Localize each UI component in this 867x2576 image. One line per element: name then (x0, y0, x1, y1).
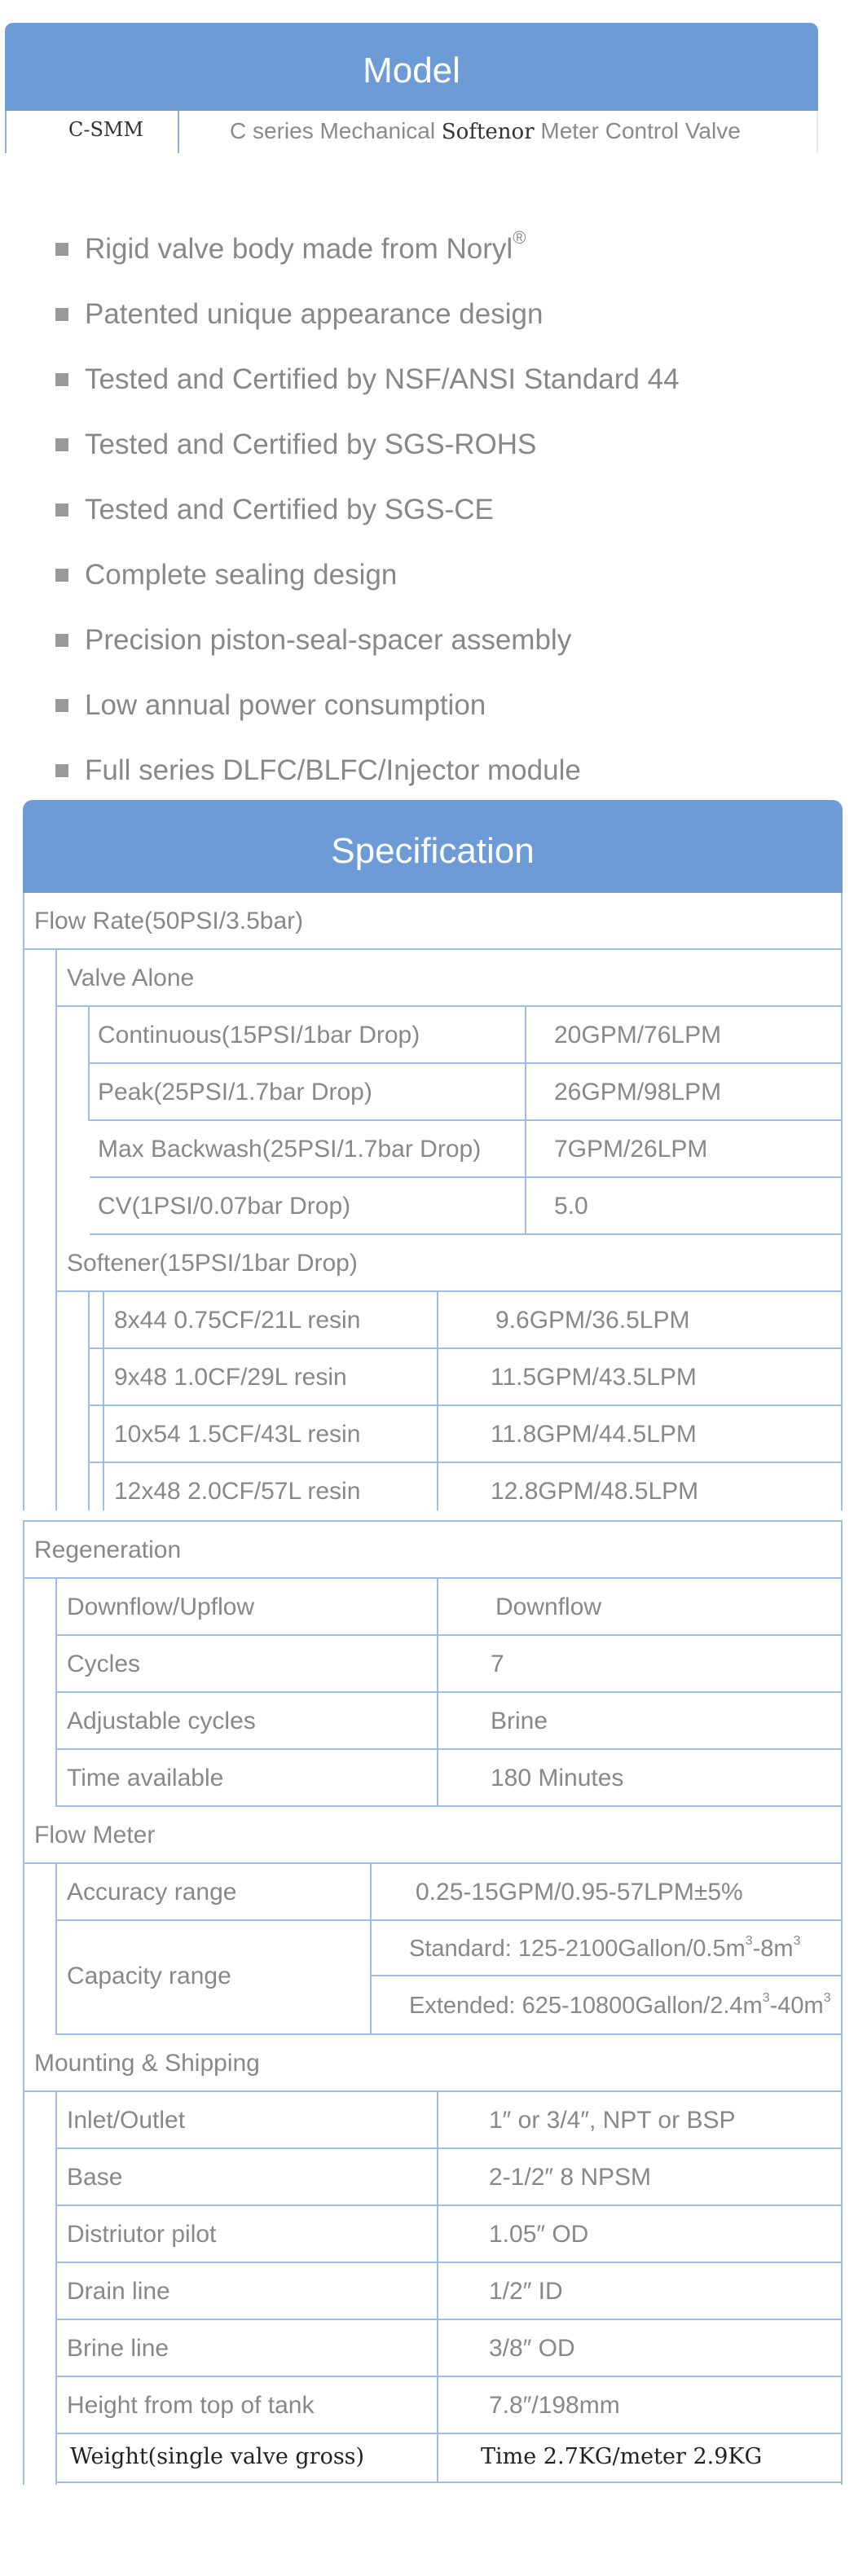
table-row (90, 1463, 841, 1510)
feature-text: Patented unique appearance design (85, 298, 544, 330)
feature-text: Low annual power consumption (85, 689, 486, 721)
subsection-valve-alone (57, 950, 841, 1007)
feature-text: Tested and Certified by NSF/ANSI Standard 44 (85, 363, 680, 395)
row-value: 3/8″ OD (437, 2320, 575, 2376)
row-key: Continuous(15PSI/1bar Drop) (98, 1022, 420, 1048)
bullet-square-icon (55, 634, 68, 647)
row-key: 12x48 2.0CF/57L resin (103, 1463, 360, 1510)
feature-text: Complete sealing design (85, 559, 398, 591)
row-value: Brine (437, 1693, 548, 1748)
bullet-square-icon (55, 569, 68, 582)
unit-sup: 3 (762, 1991, 770, 2005)
feature-text: Tested and Certified by SGS-CE (85, 494, 494, 525)
table-row (90, 1406, 841, 1463)
section-header-mounting (24, 2035, 841, 2092)
subsection-label: Softener(15PSI/1bar Drop) (67, 1250, 358, 1277)
row-key: CV(1PSI/0.07bar Drop) (98, 1193, 351, 1220)
section-header-regeneration (24, 1522, 841, 1579)
row-value: 11.8GPM/44.5LPM (437, 1406, 697, 1462)
row-value: 12.8GPM/48.5LPM (437, 1463, 698, 1510)
row-value: 26GPM/98LPM (525, 1064, 721, 1119)
row-key: Peak(25PSI/1.7bar Drop) (98, 1079, 372, 1106)
capacity-extended (372, 1978, 843, 2033)
section-header-flow-meter (24, 1807, 841, 1864)
row-value: 20GPM/76LPM (525, 1007, 721, 1062)
feature-item (55, 738, 838, 803)
row-value: 180 Minutes (437, 1750, 623, 1805)
capacity-text: Standard: 125-2100Gallon/0.5m (409, 1936, 746, 1962)
row-value: Downflow (437, 1579, 601, 1634)
table-row-weight (57, 2434, 841, 2483)
model-title: Model (5, 23, 818, 111)
model-desc-part: Softenor (441, 120, 535, 144)
row-key: Cycles (67, 1651, 141, 1677)
feature-item (55, 673, 838, 738)
feature-item (55, 608, 838, 673)
row-key: 9x48 1.0CF/29L resin (103, 1349, 347, 1404)
unit-sup: 3 (793, 1934, 801, 1948)
table-row (57, 1750, 841, 1807)
table-row (57, 2320, 841, 2377)
row-value: 1″ or 3/4″, NPT or BSP (437, 2092, 735, 2147)
capacity-standard (372, 1921, 843, 1976)
section-label: Flow Rate(50PSI/3.5bar) (34, 908, 304, 934)
row-key: Base (67, 2164, 123, 2191)
row-key: Accuracy range (67, 1879, 237, 1906)
row-key: 10x54 1.5CF/43L resin (103, 1406, 360, 1462)
table-row (90, 1178, 841, 1235)
capacity-values (370, 1921, 841, 2033)
table-row (57, 1864, 841, 1921)
row-value: 5.0 (525, 1178, 588, 1233)
section-gap (23, 1510, 843, 1520)
indent-line (55, 950, 57, 1510)
row-key: Height from top of tank (67, 2392, 315, 2419)
row-value: 2-1/2″ 8 NPSM (437, 2149, 651, 2205)
spec-grid (23, 893, 843, 2576)
table-row (90, 1121, 841, 1178)
row-key: Capacity range (67, 1963, 231, 1989)
specification-table (23, 800, 843, 2576)
model-row (5, 111, 818, 153)
row-value: Time 2.7KG/meter 2.9KG (437, 2434, 762, 2481)
row-value: 9.6GPM/36.5LPM (437, 1292, 689, 1347)
unit-sup: 3 (745, 1934, 753, 1948)
section-header-flow-rate (24, 893, 841, 950)
unit-sup: 3 (823, 1991, 831, 2005)
registered-mark: ® (513, 227, 526, 248)
bullet-square-icon (55, 438, 68, 451)
capacity-text: Extended: 625-10800Gallon/2.4m (409, 1993, 763, 2019)
row-key: Downflow/Upflow (67, 1594, 255, 1620)
row-key: Brine line (67, 2335, 169, 2362)
bullet-square-icon (55, 308, 68, 321)
bullet-square-icon (55, 373, 68, 386)
capacity-text: -40m (769, 1993, 824, 2019)
bullet-square-icon (55, 699, 68, 712)
table-row (57, 2206, 841, 2263)
feature-text: Full series DLFC/BLFC/Injector module (85, 754, 581, 786)
row-key: Max Backwash(25PSI/1.7bar Drop) (98, 1136, 482, 1163)
feature-list (55, 217, 838, 803)
row-key: 8x44 0.75CF/21L resin (103, 1292, 360, 1347)
row-key: Inlet/Outlet (67, 2107, 186, 2134)
feature-item (55, 477, 838, 543)
model-description (230, 111, 741, 153)
table-row (57, 2263, 841, 2320)
feature-item (55, 347, 838, 412)
table-row (57, 2092, 841, 2149)
row-key: Distriutor pilot (67, 2221, 217, 2248)
bullet-square-icon (55, 243, 68, 256)
row-key: Time available (67, 1765, 224, 1791)
model-divider (178, 111, 179, 153)
table-row (57, 1921, 841, 2035)
row-value: 0.25-15GPM/0.95-57LPM±5% (370, 1864, 743, 1919)
row-key: Weight(single valve gross) (70, 2444, 365, 2469)
table-end-space (23, 2485, 843, 2576)
bullet-square-icon (55, 764, 68, 777)
feature-text: Precision piston-seal-spacer assembly (85, 624, 572, 656)
row-value: 7GPM/26LPM (525, 1121, 707, 1176)
table-row (90, 1007, 841, 1064)
feature-text: Tested and Certified by SGS-ROHS (85, 429, 537, 460)
table-row (90, 1349, 841, 1406)
feature-item (55, 543, 838, 608)
subsection-softener (57, 1235, 841, 1292)
section-label: Mounting & Shipping (34, 2050, 260, 2077)
row-value: 1/2″ ID (437, 2263, 563, 2319)
section-label: Regeneration (34, 1536, 182, 1563)
table-row (57, 1579, 841, 1636)
feature-item (55, 282, 838, 347)
feature-item (55, 412, 838, 477)
model-desc-part: Meter Control Valve (534, 118, 741, 143)
table-row (57, 1693, 841, 1750)
section-label: Flow Meter (34, 1822, 156, 1848)
capacity-text: -8m (752, 1936, 794, 1962)
model-table (5, 23, 818, 153)
row-key: Adjustable cycles (67, 1708, 256, 1734)
row-value: 7 (437, 1636, 504, 1691)
table-row (57, 1636, 841, 1693)
table-row (57, 2377, 841, 2434)
model-code: C-SMM (68, 118, 144, 141)
table-row (90, 1064, 841, 1121)
spec-title: Specification (23, 800, 843, 893)
table-row (90, 1292, 841, 1349)
feature-item (55, 217, 838, 282)
bullet-square-icon (55, 503, 68, 517)
feature-text: Rigid valve body made from Noryl (85, 233, 513, 265)
row-value: 11.5GPM/43.5LPM (437, 1349, 697, 1404)
table-row (57, 2149, 841, 2206)
subsection-label: Valve Alone (67, 965, 195, 991)
model-desc-part: C series Mechanical (230, 118, 442, 143)
row-value: 1.05″ OD (437, 2206, 588, 2262)
row-key: Drain line (67, 2278, 170, 2305)
row-value: 7.8″/198mm (437, 2377, 620, 2433)
